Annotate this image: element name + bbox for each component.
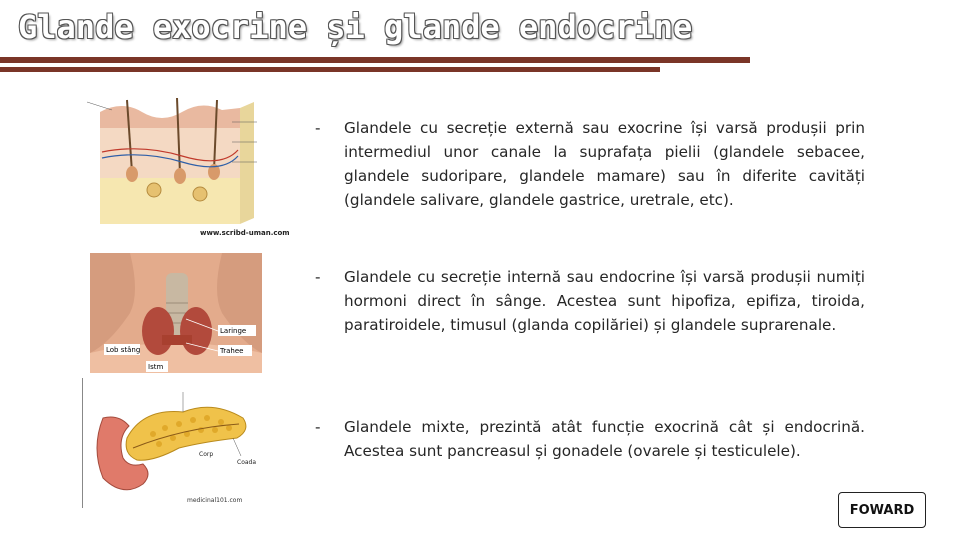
bullet-marker: - bbox=[315, 418, 321, 436]
bullet-text: Glandele cu secreție internă sau endocrine își varsă produșii numiți hormoni direct în sânge. Acestea sunt hipofiza, epifiza, tiroida, paratiroidele, timusul (glanda copilăriei) și glandele suprarenale. bbox=[344, 268, 865, 334]
title-underline-top bbox=[0, 57, 750, 63]
skin-gland-illustration bbox=[82, 82, 290, 240]
bullet-mixed bbox=[315, 415, 865, 463]
label-corp: Corp bbox=[199, 451, 214, 458]
title-underline-bottom bbox=[0, 67, 660, 72]
skin-watermark: www.scribd-uman.com bbox=[200, 229, 290, 237]
bullet-exocrine bbox=[315, 116, 865, 212]
bullet-marker: - bbox=[315, 268, 321, 286]
label-trachea: Trahee bbox=[220, 347, 244, 355]
bullet-text: Glandele cu secreție externă sau exocrine își varsă produșii prin intermediul unor canale la suprafața pielii (glandele sebacee, glandele sudoripare, glandele mamare) sau în diferite cavități (glandele salivare, glandele gastrice, uretrale, etc). bbox=[344, 119, 865, 209]
label-coada: Coada bbox=[237, 459, 257, 466]
pancreas-watermark: medicinal101.com bbox=[187, 497, 243, 504]
pancreas-illustration bbox=[82, 378, 261, 508]
bullet-endocrine bbox=[315, 265, 865, 337]
forward-button[interactable]: FOWARD bbox=[838, 492, 926, 528]
slide-title: Glande exocrine și glande endocrine bbox=[18, 8, 693, 46]
label-larynx: Laringe bbox=[220, 327, 247, 335]
bullet-text: Glandele mixte, prezintă atât funcție exocrină cât și endocrină. Acestea sunt pancreasul și gonadele (ovarele și testiculele). bbox=[344, 418, 865, 460]
bullet-marker: - bbox=[315, 119, 321, 137]
thyroid-illustration bbox=[90, 253, 262, 373]
label-isthmus: Istm bbox=[148, 363, 164, 371]
label-left-lobe: Lob stâng bbox=[106, 346, 141, 354]
